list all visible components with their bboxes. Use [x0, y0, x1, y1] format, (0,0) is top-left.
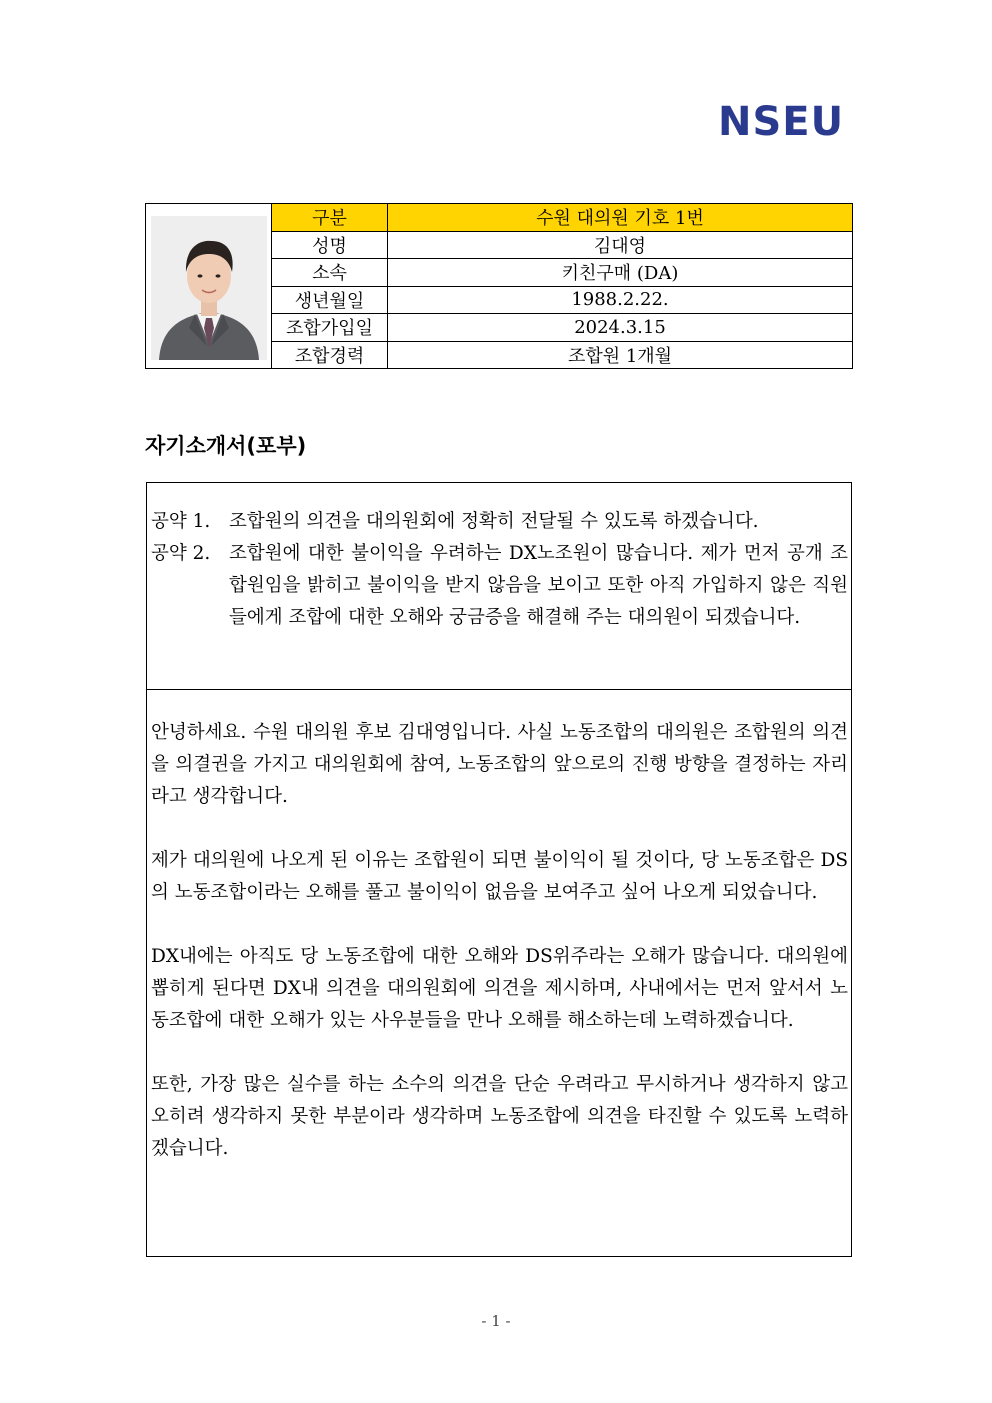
photo-cell — [146, 204, 272, 368]
intro-paragraph: 또한, 가장 많은 실수를 하는 소수의 의견을 단순 우려라고 무시하거나 생각하지 않고 오히려 생각하지 못한 부분이라 생각하며 노동조합에 의견을 타진할 수 있도록 노력하겠습니다. — [151, 1074, 848, 1159]
row-label: 성명 — [272, 232, 388, 259]
section-title: 자기소개서(포부) — [145, 434, 307, 458]
row-value: 키친구매 (DA) — [561, 263, 679, 285]
self-introduction-box — [146, 690, 852, 1257]
portrait-illustration — [151, 216, 267, 360]
pledge-item — [151, 538, 848, 634]
pledge-number: 공약 1. — [151, 511, 211, 532]
page-number: - 1 - — [481, 1312, 511, 1330]
candidate-photo — [151, 216, 267, 360]
row-value: 수원 대의원 기호 1번 — [388, 204, 852, 231]
row-label: 소속 — [272, 259, 388, 286]
pledge-item — [151, 506, 848, 538]
info-rows — [272, 204, 852, 368]
nseu-logo: NSEU — [718, 99, 845, 145]
row-label: 조합경력 — [272, 342, 388, 369]
intro-paragraph: 제가 대의원에 나오게 된 이유는 조합원이 되면 불이익이 될 것이다, 당 노동조합은 DS의 노동조합이라는 오해를 풀고 불이익이 없음을 보여주고 싶어 나오게 되었습니다. — [151, 850, 848, 903]
info-row-affiliation — [272, 259, 852, 287]
info-row-union-career — [272, 342, 852, 369]
info-row-join-date — [272, 314, 852, 342]
row-value: 조합원 1개월 — [567, 345, 673, 367]
info-row-birthdate — [272, 287, 852, 315]
row-value: 1988.2.22. — [571, 289, 669, 311]
candidate-info-table — [145, 203, 853, 369]
intro-paragraph: DX내에는 아직도 당 노동조합에 대한 오해와 DS위주라는 오해가 많습니다. 대의원에 뽑히게 된다면 DX내 의견을 대의원회에 의견을 제시하며, 사내에서는 먼저 앞서서 노동조합에 대한 오해가 있는 사우분들을 만나 오해를 해소하는데 노력하겠습니다. — [151, 946, 848, 1031]
row-value: 김대영 — [593, 235, 647, 257]
row-label: 생년월일 — [272, 287, 388, 314]
pledge-number: 공약 2. — [151, 543, 211, 564]
info-row-name — [272, 232, 852, 260]
pledges-box — [146, 482, 852, 690]
pledge-text: 조합원에 대한 불이익을 우려하는 DX노조원이 많습니다. 제가 먼저 공개 조합원임을 밝히고 불이익을 받지 않음을 보이고 또한 아직 가입하지 않은 직원들에게 조합에 대한 오해와 궁금증을 해결해 주는 대의원이 되겠습니다. — [229, 543, 848, 628]
row-label: 조합가입일 — [272, 314, 388, 341]
row-value: 2024.3.15 — [574, 316, 666, 338]
pledge-text: 조합원의 의견을 대의원회에 정확히 전달될 수 있도록 하겠습니다. — [229, 511, 759, 532]
info-row-category — [272, 204, 852, 232]
intro-paragraph: 안녕하세요. 수원 대의원 후보 김대영입니다. 사실 노동조합의 대의원은 조합원의 의견을 의결권을 가지고 대의원회에 참여, 노동조합의 앞으로의 진행 방향을 결정하는 자리라고 생각합니다. — [151, 722, 848, 807]
row-label: 구분 — [272, 204, 388, 231]
